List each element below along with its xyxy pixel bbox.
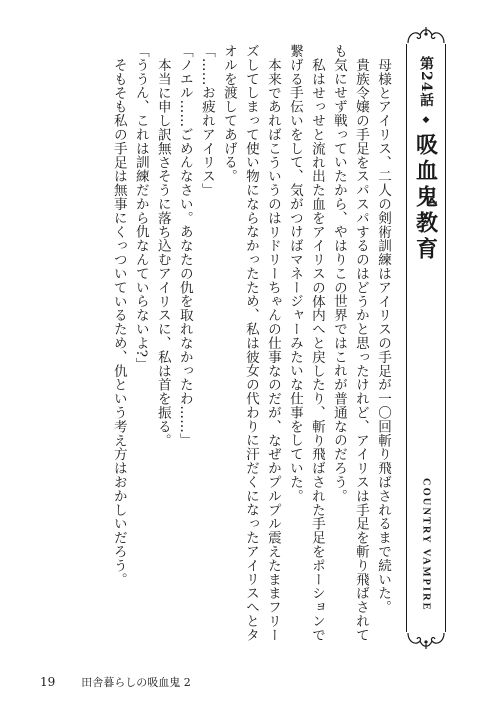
- body-text: [88, 44, 394, 650]
- paragraph: 本当に申し訳無さそうに落ち込むアイリスに、私は首を振る。: [154, 57, 171, 447]
- chapter-title: [411, 56, 442, 263]
- dialogue: 「……お疲れアイリス」: [198, 44, 215, 197]
- diamond-icon: ◆: [421, 115, 431, 126]
- chapter-heading-frame: [404, 26, 448, 650]
- chapter-name: 吸血鬼教育: [412, 133, 439, 264]
- book-title: 田舎暮らしの吸血鬼 2: [81, 676, 191, 689]
- dialogue: 「ノエル……ごめんなさい。あなたの仇を取れなかったわ……」: [176, 44, 193, 448]
- paragraph: 貴族令嬢の手足をスパスパするのはどうかと思ったけれど、アイリスは手足を斬り飛ばされても気にせず戦っていたから、やはりこの世界ではこれが普通なのだろう。: [330, 44, 369, 642]
- dialogue: 「ううん、これは訓練だから仇なんていらないよ?」: [132, 44, 149, 372]
- frame-line-right: [445, 44, 446, 632]
- paragraph: 私はせっせと流れ出た血をアイリスの体内へと戻したり、斬り飛ばされた手足をポーションで繋げる手伝いをして、気がつけばマネージャーみたいな仕事をしていた。: [286, 44, 325, 642]
- ornament-bottom-icon: [406, 632, 446, 650]
- chapter-number: 第24話: [418, 56, 434, 108]
- series-logo: COUNTRY VAMPIRE: [420, 478, 432, 612]
- ornament-top-icon: [406, 26, 446, 44]
- paragraph: そもそも私の手足は無事にくっついているため、仇という考え方はおかしいだろう。: [110, 57, 127, 586]
- page-number: 19: [40, 675, 56, 689]
- paragraph: 母様とアイリス、二人の剣術訓練はアイリスの手足が一〇回斬り飛ばされるまで続いた。: [375, 57, 391, 614]
- paragraph: 本来であればこういうのはリドリーちゃんの仕事なのだが、なぜかプルプル震えたままフリーズしてしまって使い物にならなかったため、私は彼女の代わりに汗だくになったアイリスへとタオルを渡してあげる。: [220, 44, 281, 642]
- frame-line-left: [406, 44, 407, 632]
- page-footer: [40, 674, 191, 690]
